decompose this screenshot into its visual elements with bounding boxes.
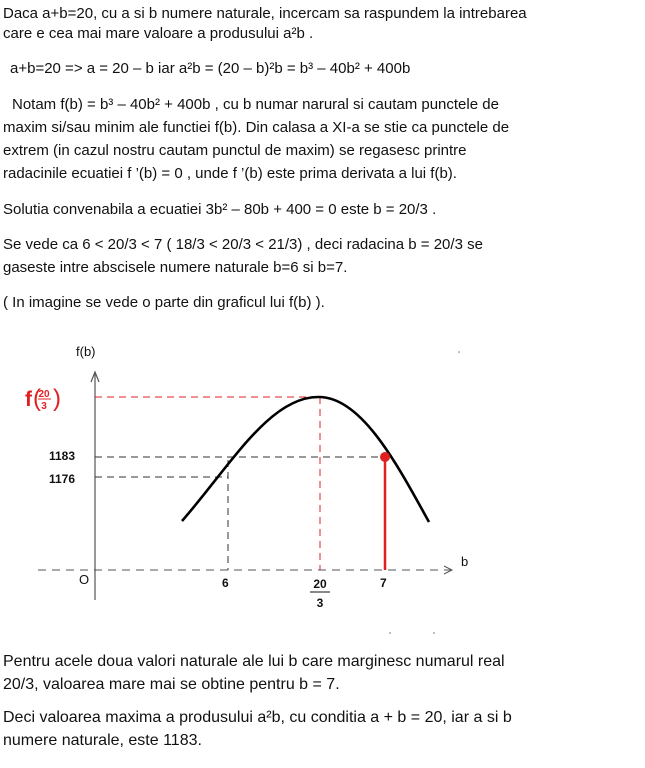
stray-dot	[458, 351, 460, 353]
notam-line-2: maxim si/sau minim ale functiei f(b). Din calasa a XI-a se stie ca punctele de	[3, 119, 510, 136]
stray-dot	[433, 632, 435, 634]
y-tick-1176: 1176	[49, 472, 76, 486]
point-b7	[380, 452, 390, 462]
origin-label: O	[79, 572, 90, 587]
curve-f	[182, 397, 429, 522]
vede-line-1: Se vede ca 6 < 20/3 < 7 ( 18/3 < 20/3 < 21/3) , deci radacina b = 20/3 se	[3, 236, 483, 253]
vede-line-2: gaseste intre abscisele numere naturale b=6 si b=7.	[3, 259, 348, 276]
notam-line-3: extrem (in cazul nostru cautam punctul de maxim) se regasesc printre	[3, 142, 467, 159]
x-tick-den: 3	[316, 596, 324, 610]
deci-line-2: numere naturale, este 1183.	[3, 732, 202, 749]
equation-line: a+b=20 => a = 20 – b iar a²b = (20 – b)²b = b³ – 40b² + 400b	[10, 60, 411, 77]
pentru-line-1: Pentru acele doua valori naturale ale lui b care marginesc numarul real	[3, 653, 505, 670]
x-tick-7: 7	[380, 576, 387, 590]
fmax-close-paren: )	[53, 385, 61, 412]
x-axis-label: b	[461, 554, 469, 569]
solutia-line: Solutia convenabila a ecuatiei 3b² – 80b + 400 = 0 este b = 20/3 .	[3, 201, 437, 218]
imagine-line: ( In imagine se vede o parte din graficul lui f(b) ).	[3, 294, 325, 311]
notam-line-4: radacinile ecuatiei f ’(b) = 0 , unde f ’(b) este prima derivata a lui f(b).	[3, 165, 457, 182]
intro-line-1: Daca a+b=20, cu a si b numere naturale, incercam sa raspundem la intrebarea	[3, 5, 527, 22]
fmax-label-num: 20	[38, 389, 50, 400]
notam-line-1: Notam f(b) = b³ – 40b² + 400b , cu b numar narural si cautam punctele de	[12, 96, 499, 113]
x-tick-num: 20	[313, 577, 327, 591]
y-tick-1183: 1183	[49, 449, 76, 463]
intro-line-2: care e cea mai mare valoare a produsului a²b .	[3, 25, 314, 42]
stray-dot	[389, 632, 391, 634]
fmax-label	[25, 385, 61, 412]
pentru-line-2: 20/3, valoarea mare mai se obtine pentru b = 7.	[3, 676, 340, 693]
y-axis-label: f(b)	[76, 344, 96, 359]
x-tick-6: 6	[222, 576, 229, 590]
fmax-label-f: f	[25, 388, 32, 411]
fmax-open-paren: (	[33, 385, 41, 412]
deci-line-1: Deci valoarea maxima a produsului a²b, cu conditia a + b = 20, iar a si b	[3, 709, 512, 726]
fmax-label-den: 3	[41, 401, 47, 412]
